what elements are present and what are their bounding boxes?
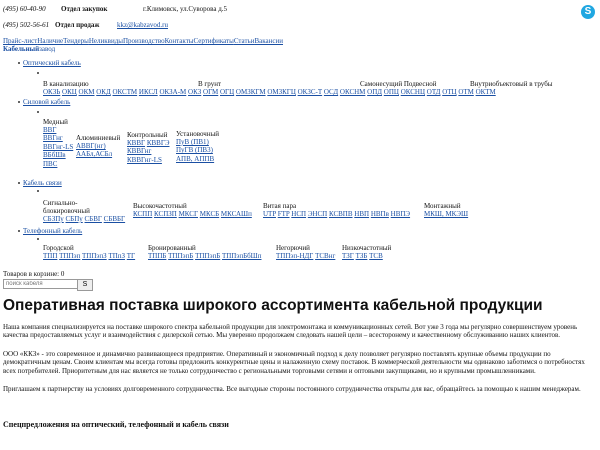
phone-item[interactable]: ТППБ bbox=[148, 252, 167, 260]
comm-hf-items bbox=[133, 210, 252, 218]
power-item[interactable]: КВВГнг-LS bbox=[127, 155, 162, 164]
optical-item[interactable]: ОТМ bbox=[458, 88, 474, 96]
optical-item[interactable]: ОТЦ bbox=[442, 88, 457, 96]
cart-status bbox=[3, 270, 64, 278]
comm-item[interactable]: МКСГ bbox=[178, 210, 198, 218]
optical-item[interactable]: ОМЗКГМ bbox=[235, 88, 266, 96]
optical-item[interactable]: ОКСТМ bbox=[112, 88, 138, 96]
phone-item[interactable]: ТГ bbox=[126, 252, 136, 260]
menu-phone[interactable]: Телефонный кабель bbox=[23, 227, 83, 235]
logo-part2: завод bbox=[39, 45, 56, 53]
phone-item[interactable]: ТЗБ bbox=[355, 252, 368, 260]
comm-mount-items bbox=[424, 210, 468, 218]
optical-item[interactable]: ОКД bbox=[96, 88, 111, 96]
power-item[interactable]: АВВГ(нг) bbox=[76, 142, 106, 150]
optical-item[interactable]: ОКСНЦ bbox=[400, 88, 426, 96]
comm-item[interactable]: МКСАШп bbox=[220, 210, 252, 218]
phone-fireproof-items bbox=[276, 252, 335, 260]
phone-lowfreq-title: Низкочастотный bbox=[342, 244, 392, 252]
optical-item[interactable]: ОКЗЬ bbox=[43, 88, 61, 96]
comm-item[interactable]: СБВБГ bbox=[103, 215, 126, 223]
optical-item[interactable]: ОКЗС-Т bbox=[297, 88, 323, 96]
phone-sales: (495) 502-56-61 bbox=[3, 21, 50, 29]
power-install-items bbox=[176, 138, 214, 163]
phone-item[interactable]: ТППэпБ bbox=[195, 252, 221, 260]
phone-item[interactable]: ТППэп bbox=[59, 252, 81, 260]
power-item[interactable]: ВВГнг-LS bbox=[43, 142, 74, 151]
optical-items bbox=[43, 88, 496, 96]
nav-illiquid[interactable]: Неликвиды bbox=[88, 37, 123, 45]
power-item[interactable]: КВВГ bbox=[127, 139, 146, 147]
comm-item[interactable]: НВП bbox=[354, 210, 370, 218]
intro-paragraph-3: Приглашаем к партнерству на условиях долговременного сотрудничества. Все выгодные стороны постоянного сотрудничества открыты для вас, обращайтесь за помощью к нашим менеджерам. bbox=[3, 385, 581, 393]
optical-group-ground: В грунт bbox=[198, 80, 222, 88]
comm-item[interactable]: КСВПВ bbox=[328, 210, 353, 218]
comm-item[interactable]: НВПЭ bbox=[390, 210, 411, 218]
nav-articles[interactable]: Статьи bbox=[233, 37, 255, 45]
power-control-title: Контрольный bbox=[127, 131, 168, 139]
phone-item[interactable]: ТППэпБ bbox=[168, 252, 194, 260]
power-item[interactable]: ВВГ bbox=[43, 126, 57, 134]
comm-signal-items bbox=[43, 215, 125, 223]
bullet bbox=[18, 230, 20, 232]
optical-group-aerial: Самонесущий Подвесной bbox=[360, 80, 437, 88]
search-input[interactable] bbox=[3, 279, 79, 289]
bullet bbox=[18, 62, 20, 64]
phone-lowfreq-items bbox=[342, 252, 383, 260]
menu-comm[interactable]: Кабель связи bbox=[23, 179, 62, 187]
comm-item[interactable]: FTP bbox=[277, 210, 290, 218]
optical-item[interactable]: ОТД bbox=[426, 88, 441, 96]
nav-production[interactable]: Производство bbox=[122, 37, 165, 45]
phone-city-title: Городской bbox=[43, 244, 74, 252]
phone-city-items bbox=[43, 252, 135, 260]
phone-item[interactable]: ТСВнг bbox=[315, 252, 336, 260]
nav-stock[interactable]: Наличие bbox=[37, 37, 64, 45]
phone-item[interactable]: ТППэпЗ bbox=[82, 252, 107, 260]
nav-contacts[interactable]: Контакты bbox=[164, 37, 194, 45]
cart-count: 0 bbox=[60, 270, 65, 278]
phone-purchase: (495) 60-40-90 bbox=[3, 5, 46, 13]
power-item[interactable]: ПуГВ (ПВ3) bbox=[176, 146, 213, 155]
sales-dept-label: Отдел продаж bbox=[55, 21, 100, 29]
bullet bbox=[37, 190, 39, 192]
comm-signal-title: Сигнально- bbox=[43, 199, 78, 207]
power-item[interactable]: ВБбШв bbox=[43, 151, 66, 160]
phone-armored-title: Бронированный bbox=[148, 244, 196, 252]
power-item[interactable]: ВВГнг bbox=[43, 134, 63, 143]
nav-vacancies[interactable]: Вакансии bbox=[254, 37, 283, 45]
top-nav bbox=[3, 37, 283, 45]
optical-group-indoor: Внутриобъектовый в трубы bbox=[470, 80, 553, 88]
power-control-items bbox=[127, 139, 170, 164]
power-item[interactable]: КВВГЭ bbox=[146, 139, 170, 147]
menu-optical[interactable]: Оптический кабель bbox=[23, 59, 81, 67]
comm-hf-title: Высокочастотный bbox=[133, 202, 187, 210]
optical-item[interactable]: ОКЗА-М bbox=[159, 88, 187, 96]
power-copper-items bbox=[43, 126, 73, 168]
power-aluminum-items bbox=[76, 142, 112, 159]
phone-fireproof-title: Негорючий bbox=[276, 244, 310, 252]
comm-item[interactable]: СБВГ bbox=[84, 215, 102, 223]
intro-paragraph-2: ООО «ККЗ» - это современное и динамично развивающееся предприятие. Оперативный и экономичный подход к делу позволяет регулярно поставлять крупные объемы продукции по демократичным ценам. Своим клиентам мы всегда готовы предложить конкурентные цены и налаженную схему поставок. В коммерческой деятельности мы одинаково заботимся о потребностях всех потребителей. Приоритетным для нас является не только сотрудничество с региональными торговыми сетями и оптовыми закупщиками, но и крупными промышленниками. bbox=[3, 350, 585, 375]
power-item[interactable]: АПВ, АППВ bbox=[176, 154, 215, 163]
optical-item[interactable]: ОКЦ bbox=[62, 88, 77, 96]
optical-item[interactable]: ОГМ bbox=[203, 88, 219, 96]
bullet bbox=[18, 182, 20, 184]
phone-item[interactable]: ТЗГ bbox=[342, 252, 354, 260]
comm-mount-title: Монтажный bbox=[424, 202, 461, 210]
bullet bbox=[37, 238, 39, 240]
optical-item[interactable]: ОКМ bbox=[78, 88, 95, 96]
comm-item[interactable]: НВПв bbox=[370, 210, 389, 218]
comm-signal-title2: блокировочный bbox=[43, 207, 90, 215]
power-install-title: Установочный bbox=[176, 130, 220, 138]
power-item[interactable]: КВВГнг bbox=[127, 147, 152, 156]
nav-pricelist[interactable]: Прайс-лист bbox=[3, 37, 38, 45]
search-button[interactable]: S bbox=[77, 279, 93, 291]
phone-item[interactable]: ТПпЗ bbox=[108, 252, 126, 260]
email-link[interactable]: kkz@kabzavod.ru bbox=[117, 21, 168, 29]
power-item[interactable]: ААБл,АСБл bbox=[76, 150, 113, 159]
nav-certificates[interactable]: Сертификаты bbox=[193, 37, 234, 45]
optical-group-duct: В канализацию bbox=[43, 80, 89, 88]
comm-item[interactable]: UTP bbox=[263, 210, 276, 218]
phone-item[interactable]: ТППэп-НДГ bbox=[276, 252, 314, 260]
cart-label: Товаров в корзине: bbox=[3, 270, 60, 278]
phone-item[interactable]: ТСВ bbox=[369, 252, 383, 260]
address: г.Климовск, ул.Суворова д.5 bbox=[143, 5, 228, 13]
comm-item[interactable]: ЭНСП bbox=[307, 210, 328, 218]
power-copper-title: Медный bbox=[43, 118, 68, 126]
comm-item[interactable]: СБЗПу bbox=[43, 215, 64, 223]
comm-item[interactable]: МКСБ bbox=[199, 210, 220, 218]
optical-item[interactable]: ОПЦ bbox=[383, 88, 399, 96]
comm-item[interactable]: СБПу bbox=[65, 215, 83, 223]
comm-twisted-items bbox=[263, 210, 410, 218]
optical-item[interactable]: ИКСЛ bbox=[138, 88, 158, 96]
phone-armored-items bbox=[148, 252, 262, 260]
purchase-dept-label: Отдел закупок bbox=[61, 5, 108, 13]
specials-heading: Спецпредложения на оптический, телефонный и кабель связи bbox=[3, 420, 229, 429]
logo[interactable] bbox=[3, 45, 55, 53]
optical-item[interactable]: ОСД bbox=[323, 88, 339, 96]
comm-twisted-title: Витая пара bbox=[263, 202, 297, 210]
power-item[interactable]: ПВС bbox=[43, 159, 58, 168]
intro-paragraph-1: Наша компания специализируется на поставке широкого спектра кабельной продукции для электромонтажа и коммуникационных сетей. Вот уже 3 года мы регулярно совершенствуем уровень качества предоставляемых услуг и взаимодействия с дилерской сетью. Мы уверенно продолжаем следовать нашей цели – всесторонему и качественному обслуживанию наших клиентов. bbox=[3, 323, 578, 340]
optical-item[interactable]: ОГЦ bbox=[220, 88, 235, 96]
comm-item[interactable]: МКШ, МКЭШ bbox=[424, 210, 469, 218]
optical-item[interactable]: ОКСНМ bbox=[339, 88, 366, 96]
comm-item[interactable]: КСПП bbox=[133, 210, 153, 218]
bullet bbox=[37, 111, 39, 113]
menu-power[interactable]: Силовой кабель bbox=[23, 98, 71, 106]
comm-item[interactable]: КСПЗП bbox=[154, 210, 177, 218]
optical-item[interactable]: ОКЗ bbox=[188, 88, 202, 96]
skype-icon[interactable]: S bbox=[581, 5, 595, 19]
comm-item[interactable]: НСП bbox=[291, 210, 307, 218]
optical-item[interactable]: ОМЗКГЦ bbox=[267, 88, 296, 96]
phone-item[interactable]: ТППэпБбШп bbox=[221, 252, 262, 260]
power-aluminum-title: Алюминиевый bbox=[76, 134, 121, 142]
power-item[interactable]: ПуВ (ПВ1) bbox=[176, 138, 209, 146]
nav-tenders[interactable]: Тендеры bbox=[63, 37, 89, 45]
optical-item[interactable]: ОКТМ bbox=[475, 88, 496, 96]
logo-part1: Кабельный bbox=[3, 45, 40, 53]
bullet bbox=[18, 101, 20, 103]
phone-item[interactable]: ТПП bbox=[43, 252, 58, 260]
bullet bbox=[37, 72, 39, 74]
optical-item[interactable]: ОПД bbox=[367, 88, 383, 96]
page-title: Оперативная поставка широкого ассортимента кабельной продукции bbox=[3, 297, 543, 314]
